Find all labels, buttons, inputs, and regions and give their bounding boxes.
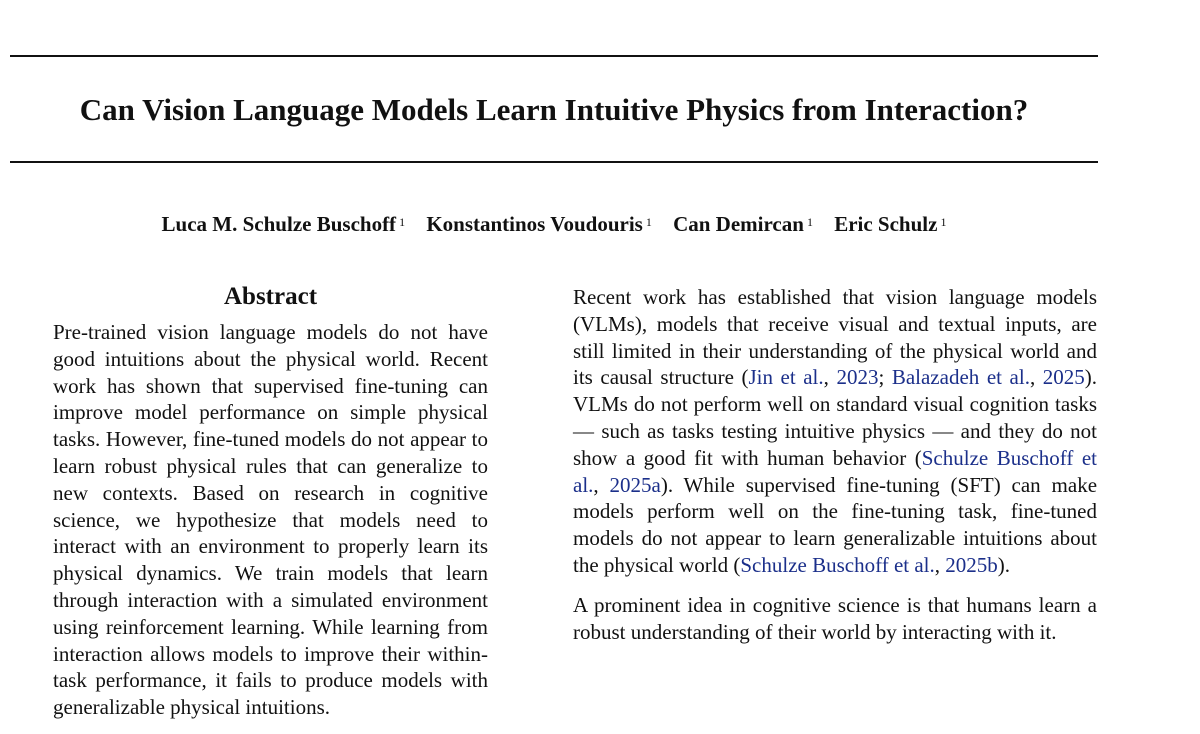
author [426,210,652,238]
introduction-column [573,284,1097,658]
citation-separator: , [1029,365,1043,390]
intro-text: ). While supervised fine-tuning (SFT) can make models perform well on the fine-tuning task, fine-tuned models do not appear to learn generalizable intuitions about the physical world ( [573,472,1098,577]
citation-link[interactable]: Schulze Buschoff et al. [740,552,935,577]
author-affiliation: 1 [806,215,813,229]
citation-link[interactable]: Schulze Buschoff et al. [573,445,1097,497]
citation-link[interactable]: 2023 [836,365,879,390]
citation-separator: ; [878,365,892,390]
citation-separator: , [823,365,837,390]
intro-paragraph-2: A prominent idea in cognitive science is that humans learn a robust understanding of their world by interacting with it. [573,592,1097,644]
author-name: Konstantinos Voudouris [426,212,643,236]
author-list [0,210,1108,238]
author-affiliation: 1 [645,215,652,229]
intro-text: Recent work has established that vision language models (VLMs), models that receive visual and textual inputs, are still limited in their understanding of the physical world and its causal structure ( [573,285,1097,390]
title-bottom-rule [10,161,1098,163]
citation-separator: , [934,552,946,577]
intro-paragraph-1 [573,284,1097,579]
author-name: Can Demircan [673,212,804,236]
abstract-column [53,282,488,734]
citation-link[interactable]: Balazadeh et al. [891,365,1030,390]
author [162,210,406,238]
author-affiliation: 1 [940,215,947,229]
author [834,210,946,238]
citation-link[interactable]: Jin et al. [748,365,824,390]
author-affiliation: 1 [399,215,406,229]
title-top-rule [10,55,1098,57]
citation-link[interactable]: 2025b [945,552,998,577]
abstract-heading: Abstract [223,283,318,310]
author [673,210,813,238]
citation-separator: , [593,472,610,497]
paper-title: Can Vision Language Models Learn Intuitive Physics from Interaction? [79,92,1029,127]
abstract-text: Pre-trained vision language models do not have good intuitions about the physical world. Recent work has shown that supervised fine-tuning can improve model performance on simple physical tasks. However, fine-tuned models do not appear to learn robust physical rules that can generalize to new contexts. Based on research in cognitive science, we hypothesize that models need to interact with an environment to properly learn its physical dynamics. We train models that learn through interaction with a simulated environment using reinforcement learning. While learning from interaction allows models to improve their within-task performance, it fails to produce models with generalizable physical intuitions. [53,320,488,720]
author-name: Luca M. Schulze Buschoff [161,212,397,236]
intro-text: ). [997,552,1011,577]
citation-link[interactable]: 2025a [609,472,661,497]
intro-text: ). VLMs do not perform well on standard visual cognition tasks — such as tasks testing intuitive physics — and they do not show a good fit with human behavior ( [573,365,1098,470]
citation-link[interactable]: 2025 [1042,365,1085,390]
author-name: Eric Schulz [834,212,938,236]
